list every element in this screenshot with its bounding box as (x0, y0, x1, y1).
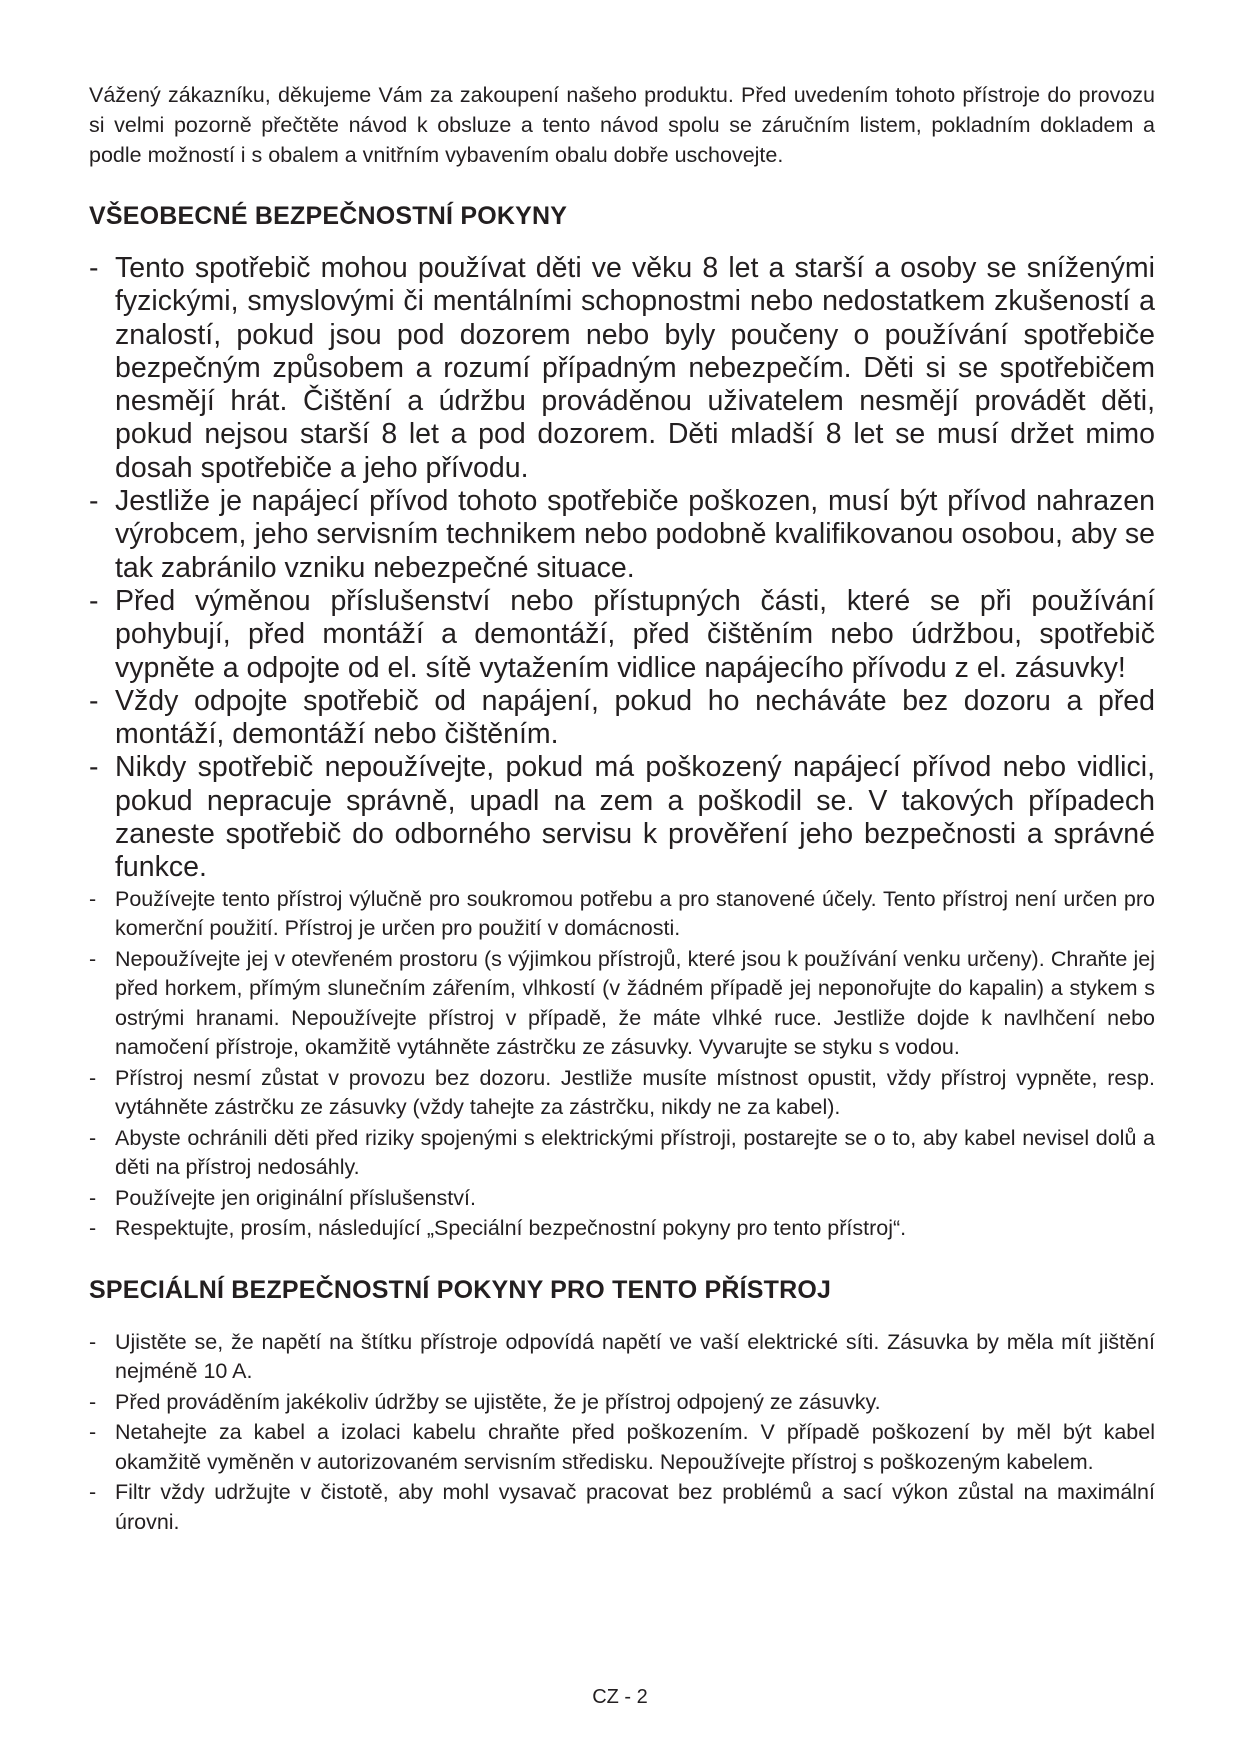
list-item (89, 885, 1155, 944)
dash-bullet: - (89, 1216, 97, 1241)
manual-page (89, 80, 1155, 1538)
list-item-text: Filtr vždy udržujte v čistotě, aby mohl vysavač pracovat bez problémů a sací výkon zůstal na maximální úrovni. (115, 1480, 1155, 1534)
special-list (89, 1328, 1155, 1538)
list-item-text: Ujistěte se, že napětí na štítku přístroje odpovídá napětí ve vaší elektrické síti. Zásuvka by měla mít jištění nejméně 10 A. (115, 1329, 1155, 1384)
dash-bullet: - (89, 1420, 97, 1445)
list-item-text: Netahejte za kabel a izolaci kabelu chraňte před poškozením. V případě poškození by měl být kabel okamžitě vyměněn v autorizovaném servisním středisku. Nepoužívejte přístroj s poškozeným kabelem. (115, 1420, 1155, 1474)
dash-bullet: - (89, 1185, 97, 1210)
page-number: CZ - 2 (592, 1686, 648, 1708)
dash-bullet: - (89, 751, 99, 784)
list-item-text: Před prováděním jakékoliv údržby se ujistěte, že je přístroj odpojený ze zásuvky. (115, 1389, 881, 1414)
list-item-text: Respektujte, prosím, následující „Speciální bezpečnostní pokyny pro tento přístroj“. (115, 1216, 907, 1241)
list-item-text: Před výměnou příslušenství nebo přístupných části, které se při používání pohybují, před montáží a demontáží, před čištěním nebo údržbou, spotřebič vypněte a odpojte od el. sítě vytažením vidlice napájecího přívodu z el. zásuvky! (115, 584, 1155, 684)
list-item-text: Abyste ochránili děti před riziky spojenými s elektrickými přístroji, postarejte se o to, aby kabel nevisel dolů a děti na přístroj nedosáhly. (115, 1125, 1155, 1180)
dash-bullet: - (89, 485, 99, 518)
general-safety-heading: VŠEOBECNÉ BEZPEČNOSTNÍ POKYNY (89, 202, 568, 230)
list-item (89, 1214, 1155, 1244)
list-item (89, 1388, 1155, 1418)
dash-bullet: - (89, 584, 99, 617)
dash-bullet: - (89, 1125, 97, 1150)
dash-bullet: - (89, 886, 97, 911)
list-item (89, 585, 1155, 685)
dash-bullet: - (89, 1065, 97, 1090)
dash-bullet: - (89, 1389, 97, 1414)
list-item-text: Vždy odpojte spotřebič od napájení, pokud ho necháváte bez dozoru a před montáží, demontáží nebo čištěním. (115, 684, 1155, 751)
list-item (89, 252, 1155, 485)
dash-bullet: - (89, 684, 99, 717)
list-item (89, 685, 1155, 752)
list-item (89, 751, 1155, 884)
dash-bullet: - (89, 252, 99, 284)
list-item (89, 1124, 1155, 1183)
list-item (89, 1328, 1155, 1387)
list-item-text: Používejte jen originální příslušenství. (115, 1185, 476, 1210)
general-large-list (89, 252, 1155, 885)
list-item-text: Jestliže je napájecí přívod tohoto spotřebiče poškozen, musí být přívod nahrazen výrobcem, jeho servisním technikem nebo podobně kvalifikovanou osobou, aby se tak zabránilo vzniku nebezpečné situace. (115, 485, 1155, 584)
list-item (89, 1478, 1155, 1537)
list-item-text: Tento spotřebič mohou používat děti ve věku 8 let a starší a osoby se sníženými fyzickými, smyslovými či mentálními schopnostmi nebo nedostatkem zkušeností a znalostí, pokud jsou pod dozorem nebo byly poučeny o používání spotřebiče bezpečným způsobem a rozumí případným nebezpečím. Děti si se spotřebičem nesmějí hrát. Čištění a údržbu prováděnou uživatelem nesmějí provádět děti, pokud nejsou starší 8 let a pod dozorem. Děti mladší 8 let se musí držet mimo dosah spotřebiče a jeho přívodu. (115, 252, 1155, 484)
dash-bullet: - (89, 1480, 97, 1505)
list-item-text: Nepoužívejte jej v otevřeném prostoru (s výjimkou přístrojů, které jsou k používání venku určeny). Chraňte jej před horkem, přímým slunečním zářením, vlhkostí (v žádném případě jej neponořujte do kapalin) a stykem s ostrými hranami. Nepoužívejte přístroj v případě, že máte vlhké ruce. Jestliže dojde k navlhčení nebo namočení přístroje, okamžitě vytáhněte zástrčku ze zásuvky. Vyvarujte se styku s vodou. (115, 946, 1155, 1060)
list-item (89, 1184, 1155, 1214)
special-safety-heading: SPECIÁLNÍ BEZPEČNOSTNÍ POKYNY PRO TENTO PŘÍSTROJ (89, 1275, 832, 1304)
list-item (89, 945, 1155, 1063)
dash-bullet: - (89, 946, 97, 971)
intro-paragraph: Vážený zákazníku, děkujeme Vám za zakoupení našeho produktu. Před uvedením tohoto přístroje do provozu si velmi pozorně přečtěte návod k obsluze a tento návod spolu se záručním listem, pokladním dokladem a podle možností i s obalem a vnitřním vybavením obalu dobře uschovejte. (89, 83, 1155, 167)
list-item (89, 1064, 1155, 1123)
list-item-text: Přístroj nesmí zůstat v provozu bez dozoru. Jestliže musíte místnost opustit, vždy přístroj vypněte, resp. vytáhněte zástrčku ze zásuvky (vždy tahejte za zástrčku, nikdy ne za kabel). (115, 1065, 1155, 1120)
general-small-list (89, 885, 1155, 1244)
list-item (89, 485, 1155, 585)
list-item (89, 1418, 1155, 1477)
list-item-text: Nikdy spotřebič nepoužívejte, pokud má poškozený napájecí přívod nebo vidlici, pokud nepracuje správně, upadl na zem a poškodil se. V takových případech zaneste spotřebič do odborného servisu k prověření jeho bezpečnosti a správné funkce. (115, 751, 1155, 884)
list-item-text: Používejte tento přístroj výlučně pro soukromou potřebu a pro stanovené účely. Tento přístroj není určen pro komerční použití. Přístroj je určen pro použití v domácnosti. (115, 886, 1155, 941)
dash-bullet: - (89, 1329, 97, 1354)
